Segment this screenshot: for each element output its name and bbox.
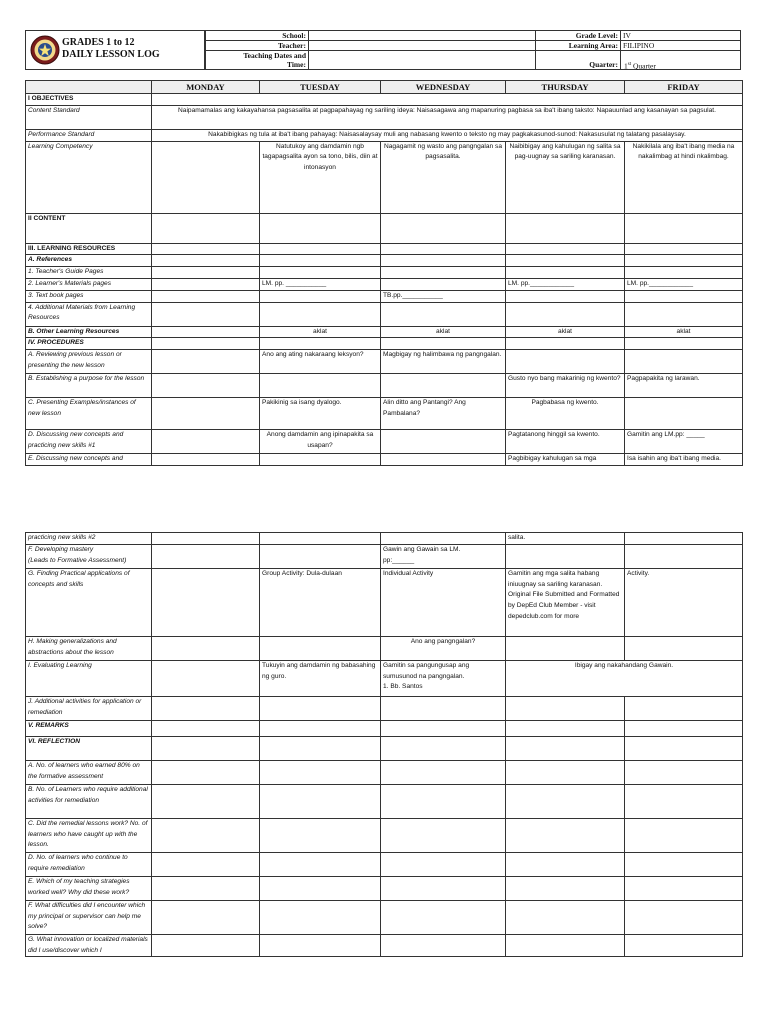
cell	[625, 255, 743, 267]
cell[interactable]	[152, 398, 260, 430]
cell[interactable]	[506, 350, 625, 374]
competency-wednesday[interactable]: Nagagamit ng wasto ang pangngalan sa pagsasalita.	[381, 141, 506, 213]
proc-i-tuesday[interactable]: Tukuyin ang damdamin ng babasahing ng guro.	[260, 660, 381, 696]
proc-d-tuesday[interactable]: Anong damdamin ang ipinapakita sa usapan?	[260, 430, 381, 454]
cell[interactable]	[625, 720, 743, 736]
competency-tuesday[interactable]: Natutukoy ang damdamin ngb tagapagsalita ayon sa tono, bilis, diin at intonasyon	[260, 141, 381, 213]
proc-e-friday[interactable]: Isa isahin ang iba't ibang media.	[625, 454, 743, 466]
cell[interactable]	[260, 720, 381, 736]
proc-c-tuesday[interactable]: Pakikinig sa isang dyalogo.	[260, 398, 381, 430]
cell	[152, 338, 260, 350]
cell[interactable]	[506, 736, 625, 760]
cell[interactable]	[381, 760, 506, 784]
reflection-a-label: A. No. of learners who earned 80% on the formative assessment	[26, 760, 152, 784]
cell[interactable]	[625, 934, 743, 957]
proc-e-label-bottom: practicing new skills #2	[26, 533, 152, 545]
proc-e-row-top	[26, 454, 743, 466]
cell	[260, 338, 381, 350]
cell[interactable]	[152, 736, 260, 760]
lm-pages-tuesday[interactable]: LM. pp. ___________	[260, 278, 381, 290]
school-label: School:	[206, 31, 309, 41]
procedures-row	[26, 338, 743, 350]
learning-area-label: Learning Area:	[536, 41, 621, 51]
day-tuesday: TUESDAY	[260, 81, 381, 94]
cell[interactable]	[260, 876, 381, 900]
cell[interactable]	[152, 818, 260, 852]
proc-c-thursday[interactable]: Pagbabasa ng kwento.	[506, 398, 625, 430]
deped-seal-icon	[30, 35, 60, 65]
cell[interactable]	[506, 934, 625, 957]
lm-pages-thursday[interactable]: LM. pp.____________	[506, 278, 625, 290]
cell[interactable]	[152, 430, 260, 454]
cell[interactable]	[152, 660, 260, 696]
tg-pages-label: 1. Teacher's Guide Pages	[26, 267, 152, 279]
content-standard-label: Content Standard	[26, 105, 152, 129]
cell	[625, 338, 743, 350]
competency-thursday[interactable]: Naibibigay ang kahulugan ng salita sa pag-uugnay sa sariling karanasan.	[506, 141, 625, 213]
reflection-e-label: E. Which of my teaching strategies worked well? Why did these work?	[26, 876, 152, 900]
cell[interactable]	[381, 818, 506, 852]
competency-monday[interactable]	[152, 141, 260, 213]
cell	[381, 243, 506, 255]
cell[interactable]	[625, 302, 743, 326]
cell[interactable]	[152, 934, 260, 957]
proc-i-thursday-friday[interactable]: Ibigay ang nakahandang Gawain.	[506, 660, 743, 696]
cell[interactable]	[506, 852, 625, 876]
cell[interactable]	[260, 760, 381, 784]
teaching-dates-label-1: Teaching Dates and	[206, 51, 309, 61]
cell[interactable]	[506, 213, 625, 243]
proc-e-thursday-bottom[interactable]: salita.	[506, 533, 625, 545]
cell[interactable]	[381, 454, 506, 466]
cell[interactable]	[506, 900, 625, 934]
proc-c-row	[26, 398, 743, 430]
proc-f-row	[26, 544, 743, 568]
cell[interactable]	[152, 302, 260, 326]
proc-e-label-top: E. Discussing new concepts and	[26, 454, 152, 466]
cell[interactable]	[152, 696, 260, 720]
blank-cell	[152, 94, 743, 106]
grade-level-label: Grade Level:	[536, 31, 621, 41]
content-standard-row	[26, 105, 743, 129]
objectives-row	[26, 94, 743, 106]
cell	[260, 243, 381, 255]
reflection-heading: VI. REFLECTION	[26, 736, 152, 760]
proc-d-friday[interactable]: Gamitin ang LM.pp: _____	[625, 430, 743, 454]
cell[interactable]	[625, 398, 743, 430]
additional-materials-label: 4. Additional Materials from Learning Resources	[26, 302, 152, 326]
cell[interactable]	[152, 374, 260, 398]
cell[interactable]	[152, 544, 260, 568]
textbook-row	[26, 290, 743, 302]
cell[interactable]	[152, 326, 260, 338]
school-field[interactable]	[309, 31, 536, 41]
cell[interactable]	[260, 213, 381, 243]
proc-g-tuesday[interactable]: Group Activity: Dula-dulaan	[260, 568, 381, 636]
cell[interactable]	[260, 934, 381, 957]
corner-cell	[26, 81, 152, 94]
cell[interactable]	[625, 696, 743, 720]
cell[interactable]	[152, 720, 260, 736]
proc-j-label: J. Additional activities for application or remediation	[26, 696, 152, 720]
cell	[625, 243, 743, 255]
cell[interactable]	[506, 818, 625, 852]
cell[interactable]	[625, 290, 743, 302]
reflection-d-label: D. No. of learners who continue to require remediation	[26, 852, 152, 876]
proc-f-wednesday[interactable]: Gawin ang Gawain sa LM. pp:______	[381, 544, 506, 568]
teacher-field[interactable]	[309, 41, 536, 51]
proc-e-thursday-top[interactable]: Pagbibigay kahulugan sa mga	[506, 454, 625, 466]
cell[interactable]	[625, 876, 743, 900]
cell[interactable]	[381, 278, 506, 290]
proc-b-row	[26, 374, 743, 398]
cell[interactable]	[625, 852, 743, 876]
quarter-suffix: st	[627, 62, 632, 67]
proc-b-friday[interactable]: Pagpapakita ng larawan.	[625, 374, 743, 398]
cell[interactable]	[506, 720, 625, 736]
cell[interactable]	[506, 760, 625, 784]
cell	[381, 338, 506, 350]
cell[interactable]	[152, 760, 260, 784]
quarter-value[interactable]	[624, 60, 656, 71]
remarks-row	[26, 720, 743, 736]
proc-d-row	[26, 430, 743, 454]
cell[interactable]	[381, 736, 506, 760]
cell[interactable]	[260, 533, 381, 545]
reflection-e-row	[26, 876, 743, 900]
cell[interactable]	[506, 636, 625, 660]
other-resources-wednesday[interactable]: aklat	[381, 326, 506, 338]
cell[interactable]	[506, 696, 625, 720]
cell[interactable]	[625, 350, 743, 374]
quarter-number: 1	[624, 61, 628, 71]
learning-area-value[interactable]: FILIPINO	[621, 41, 741, 51]
references-row	[26, 255, 743, 267]
cell[interactable]	[152, 568, 260, 636]
proc-c-label: C. Presenting Examples/instances of new lesson	[26, 398, 152, 430]
learning-resources-heading: III. LEARNING RESOURCES	[26, 243, 152, 255]
title-block	[25, 30, 205, 70]
title-daily-lesson-log: DAILY LESSON LOG	[62, 49, 160, 60]
cell	[152, 255, 260, 267]
proc-e-row-bottom	[26, 533, 743, 545]
proc-d-label: D. Discussing new concepts and practicing new skills #1	[26, 430, 152, 454]
reflection-g-label: G. What innovation or localized materials did I use/discover which I	[26, 934, 152, 957]
proc-a-wednesday[interactable]: Magbigay ng halimbawa ng pangngalan.	[381, 350, 506, 374]
cell[interactable]	[381, 430, 506, 454]
textbook-wednesday[interactable]: TB.pp.___________	[381, 290, 506, 302]
cell[interactable]	[260, 818, 381, 852]
cell[interactable]	[625, 900, 743, 934]
proc-a-row	[26, 350, 743, 374]
proc-g-thursday[interactable]: Gamitin ang mga salita habang iniuugnay sa sariling karanasan. Original File Submitted and Formatted by DepEd Club Member - visit depedclub.com for more	[506, 568, 625, 636]
cell[interactable]	[625, 533, 743, 545]
additional-materials-row	[26, 302, 743, 326]
cell[interactable]	[625, 213, 743, 243]
quarter-row	[540, 60, 740, 70]
cell[interactable]	[625, 760, 743, 784]
cell[interactable]	[152, 267, 260, 279]
performance-standard-text[interactable]: Nakabibigkas ng tula at iba't ibang pahayag: Naisasalaysay muli ang nabasang kwento o teksto ng may pagkakasunod-sunod: Nakasusulat ng talatang pasalaysay.	[152, 129, 743, 141]
lm-pages-label: 2. Learner's Materials pages	[26, 278, 152, 290]
proc-g-row	[26, 568, 743, 636]
other-resources-thursday[interactable]: aklat	[506, 326, 625, 338]
reflection-a-row	[26, 760, 743, 784]
reflection-c-row	[26, 818, 743, 852]
cell[interactable]	[260, 852, 381, 876]
tg-pages-row	[26, 267, 743, 279]
day-thursday: THURSDAY	[506, 81, 625, 94]
cell[interactable]	[260, 736, 381, 760]
reflection-f-label: F. What difficulties did I encounter which my principal or supervisor can help me solve?	[26, 900, 152, 934]
proc-g-label: G. Finding Practical applications of concepts and skills	[26, 568, 152, 636]
title-grades: GRADES 1 to 12	[62, 37, 135, 48]
proc-j-row	[26, 696, 743, 720]
proc-i-row	[26, 660, 743, 696]
day-header-row	[26, 81, 743, 94]
performance-standard-row	[26, 129, 743, 141]
day-wednesday: WEDNESDAY	[381, 81, 506, 94]
lesson-log-table-page1	[25, 80, 743, 466]
lm-pages-row	[26, 278, 743, 290]
other-resources-row	[26, 326, 743, 338]
performance-standard-label: Performance Standard	[26, 129, 152, 141]
cell[interactable]	[152, 636, 260, 660]
day-friday: FRIDAY	[625, 81, 743, 94]
cell[interactable]	[152, 278, 260, 290]
cell[interactable]	[381, 900, 506, 934]
other-resources-tuesday[interactable]: aklat	[260, 326, 381, 338]
reflection-c-label: C. Did the remedial lessons work? No. of learners who have caught up with the lesson.	[26, 818, 152, 852]
proc-d-thursday[interactable]: Pagtatanong hinggil sa kwento.	[506, 430, 625, 454]
cell[interactable]	[625, 784, 743, 818]
content-standard-text[interactable]: Naipamamalas ang kakayahansa pagsasalita at pagpapahayag ng sariling ideya: Naisasagawa ang mapanuring pagbasa sa iba't ibang taksto: Napauunlad ang kasanayan sa pagsulat.	[152, 105, 743, 129]
teaching-dates-field[interactable]	[309, 51, 536, 70]
cell[interactable]	[381, 720, 506, 736]
objectives-heading: I OBJECTIVES	[26, 94, 152, 106]
proc-g-friday[interactable]: Activity.	[625, 568, 743, 636]
day-monday: MONDAY	[152, 81, 260, 94]
cell[interactable]	[260, 900, 381, 934]
cell[interactable]	[506, 267, 625, 279]
other-resources-friday[interactable]: aklat	[625, 326, 743, 338]
reflection-d-row	[26, 852, 743, 876]
reflection-b-label: B. No. of Learners who require additional activities for remediation	[26, 784, 152, 818]
cell	[506, 243, 625, 255]
cell[interactable]	[625, 544, 743, 568]
cell[interactable]	[625, 267, 743, 279]
reflection-f-row	[26, 900, 743, 934]
content-row	[26, 213, 743, 243]
proc-a-tuesday[interactable]: Ano ang ating nakaraang leksyon?	[260, 350, 381, 374]
cell[interactable]	[506, 290, 625, 302]
cell[interactable]	[625, 818, 743, 852]
cell	[506, 338, 625, 350]
proc-f-label: F. Developing mastery (Leads to Formative Assessment)	[26, 544, 152, 568]
procedures-heading: IV. PROCEDURES	[26, 338, 152, 350]
proc-i-wednesday[interactable]: Gamitin sa pangungusap ang sumusunod na pangngalan. 1. Bb. Santos	[381, 660, 506, 696]
cell[interactable]	[152, 784, 260, 818]
learning-competency-row	[26, 141, 743, 213]
proc-h-wednesday[interactable]: Ano ang pangngalan?	[381, 636, 506, 660]
cell[interactable]	[152, 213, 260, 243]
cell[interactable]	[260, 302, 381, 326]
reflection-row	[26, 736, 743, 760]
lm-pages-friday[interactable]: LM. pp.____________	[625, 278, 743, 290]
cell[interactable]	[381, 696, 506, 720]
quarter-label: Quarter:	[589, 60, 618, 69]
reflection-b-row	[26, 784, 743, 818]
cell[interactable]	[381, 374, 506, 398]
cell[interactable]	[381, 934, 506, 957]
cell[interactable]	[260, 696, 381, 720]
cell[interactable]	[506, 302, 625, 326]
cell[interactable]	[381, 213, 506, 243]
grade-level-value[interactable]: IV	[621, 31, 741, 41]
cell[interactable]	[506, 876, 625, 900]
proc-b-label: B. Establishing a purpose for the lesson	[26, 374, 152, 398]
learning-resources-row	[26, 243, 743, 255]
teaching-dates-label-2: Time:	[206, 60, 309, 70]
proc-c-wednesday[interactable]: Alin ditto ang Pantangi? Ang Pambalana?	[381, 398, 506, 430]
cell[interactable]	[625, 636, 743, 660]
learning-competency-label: Learning Competency	[26, 141, 152, 213]
content-heading: II CONTENT	[26, 213, 152, 243]
textbook-label: 3. Text book pages	[26, 290, 152, 302]
cell[interactable]	[260, 374, 381, 398]
cell[interactable]	[260, 267, 381, 279]
cell[interactable]	[381, 852, 506, 876]
proc-g-wednesday[interactable]: Individual Activity	[381, 568, 506, 636]
proc-i-label: I. Evaluating Learning	[26, 660, 152, 696]
proc-b-thursday[interactable]: Gusto nyo bang makarinig ng kwento?	[506, 374, 625, 398]
cell[interactable]	[381, 876, 506, 900]
cell[interactable]	[381, 302, 506, 326]
cell[interactable]	[381, 533, 506, 545]
cell[interactable]	[152, 852, 260, 876]
cell[interactable]	[506, 544, 625, 568]
teacher-label: Teacher:	[206, 41, 309, 51]
cell[interactable]	[152, 876, 260, 900]
cell[interactable]	[260, 290, 381, 302]
lesson-log-table-page2	[25, 532, 743, 957]
cell[interactable]	[152, 900, 260, 934]
cell	[506, 255, 625, 267]
cell	[152, 243, 260, 255]
cell[interactable]	[152, 533, 260, 545]
competency-friday[interactable]: Nakikilala ang iba't ibang media na nakalimbag at hindi nkalimbag.	[625, 141, 743, 213]
cell[interactable]	[381, 784, 506, 818]
other-resources-label: B. Other Learning Resources	[26, 326, 152, 338]
cell[interactable]	[152, 290, 260, 302]
quarter-word: Quarter	[631, 61, 656, 71]
cell[interactable]	[625, 736, 743, 760]
cell[interactable]	[381, 267, 506, 279]
proc-a-label: A. Reviewing previous lesson or presenting the new lesson	[26, 350, 152, 374]
cell	[260, 255, 381, 267]
cell	[381, 255, 506, 267]
reflection-g-row	[26, 934, 743, 957]
cell[interactable]	[260, 784, 381, 818]
cell[interactable]	[506, 784, 625, 818]
cell[interactable]	[260, 454, 381, 466]
cell[interactable]	[152, 350, 260, 374]
proc-h-label: H. Making generalizations and abstractions about the lesson	[26, 636, 152, 660]
remarks-heading: V. REMARKS	[26, 720, 152, 736]
cell[interactable]	[260, 636, 381, 660]
cell[interactable]	[152, 454, 260, 466]
references-heading: A. References	[26, 255, 152, 267]
proc-h-row	[26, 636, 743, 660]
cell[interactable]	[260, 544, 381, 568]
